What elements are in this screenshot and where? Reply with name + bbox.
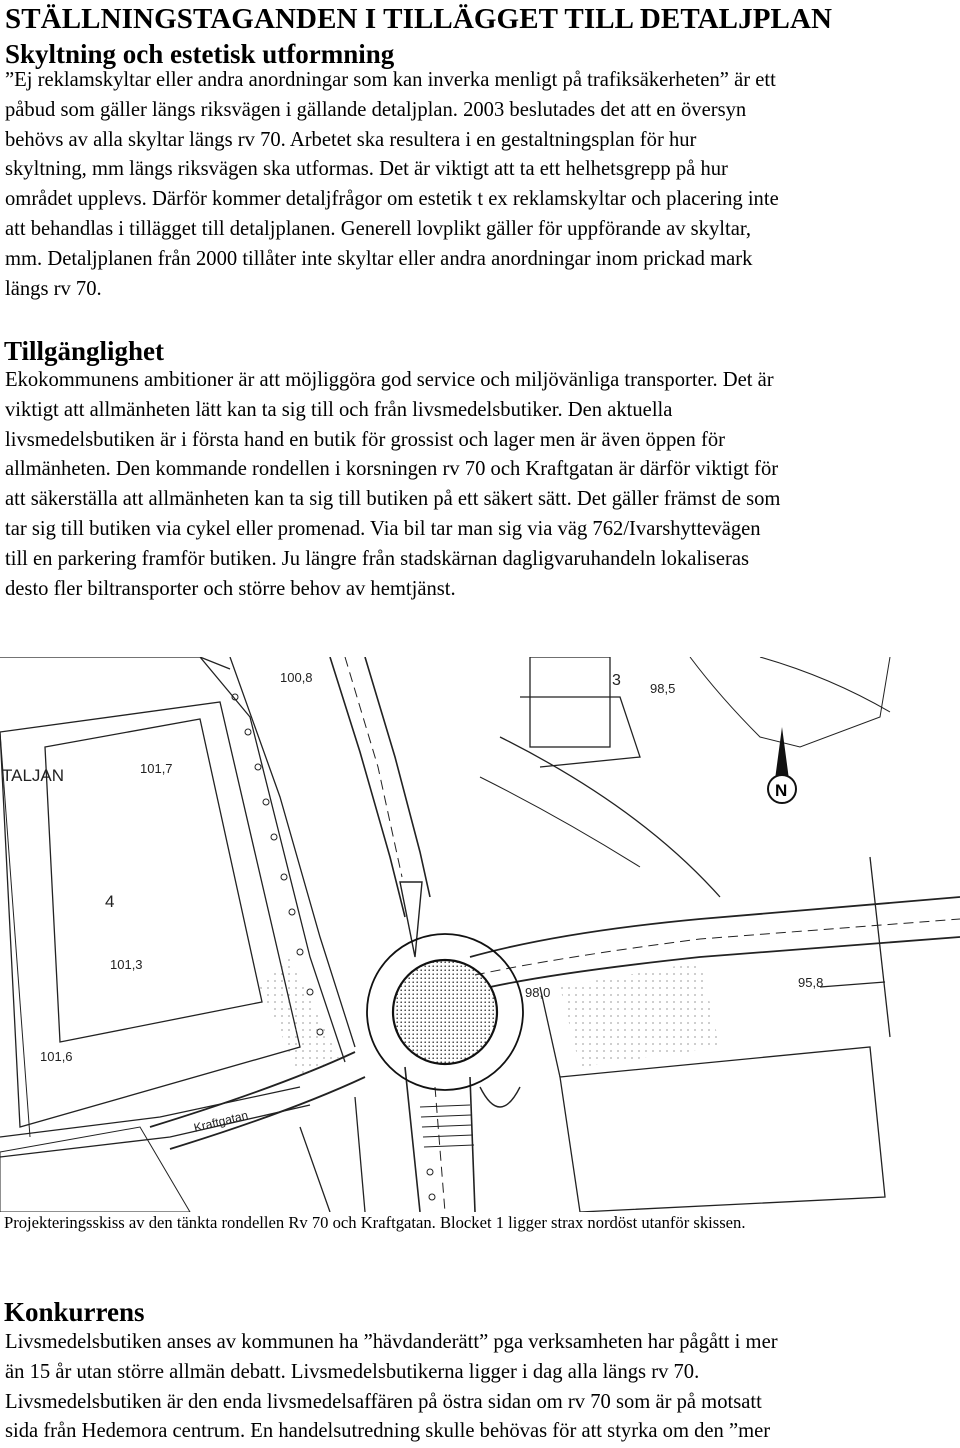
paragraph-signage — [5, 66, 957, 304]
page-title: STÄLLNINGSTAGANDEN I TILLÄGGET TILL DETALJPLAN — [5, 3, 833, 35]
text-line: att säkerställa att allmänheten kan ta sig till butiken på ett säkert sätt. Det gäller främst de som — [5, 488, 781, 511]
section-heading-competition: Konkurrens — [4, 1297, 145, 1327]
text-line: Ekokommunens ambitioner är att möjliggöra god service och miljövänliga transporter. Det är — [5, 369, 774, 391]
text-line: ”Ej reklamskyltar eller andra anordningar som kan inverka menligt på trafiksäkerheten” är ett — [5, 69, 776, 91]
label-height-101-6: 101,6 — [40, 1049, 73, 1064]
figure-caption: Projekteringsskiss av den tänkta rondellen Rv 70 och Kraftgatan. Blocket 1 ligger strax nordöst utanför skissen. — [4, 1213, 746, 1232]
text-line: skyltning, mm längs riksvägen ska utformas. Det är viktigt att ta ett helhetsgrepp på hur — [5, 158, 728, 181]
text-line: längs rv 70. — [5, 277, 102, 300]
text-line: desto fler biltransporter och större behov av hemtjänst. — [5, 577, 456, 600]
section-heading-signage: Skyltning och estetisk utformning — [5, 39, 395, 69]
label-height-100-8: 100,8 — [280, 670, 313, 685]
text-line: att behandlas i tillägget till detaljplanen. Generell lovplikt gäller för uppförande av skyltar, — [5, 217, 752, 240]
roundabout-island — [393, 960, 497, 1064]
map-background — [0, 657, 960, 1212]
label-height-98-0: 98,0 — [525, 985, 551, 1000]
section-heading-accessibility: Tillgänglighet — [4, 336, 165, 366]
label-taljan: TALJAN — [2, 766, 65, 785]
text-line: livsmedelsbutiken är i första hand en butik för grossist och lager men är även öppen för — [5, 428, 726, 451]
label-block-4: 4 — [105, 892, 115, 911]
text-line: påbud som gäller längs riksvägen i gällande detaljplan. 2003 beslutades det att en översyn — [5, 98, 747, 121]
paragraph-accessibility — [5, 366, 957, 604]
label-height-95-8: 95,8 — [798, 975, 824, 990]
text-line: tar sig till butiken via cykel eller promenad. Via bil tar man sig via väg 762/Ivarshyttevägen — [5, 517, 761, 540]
text-line: än 15 år utan större allmän debatt. Livsmedelsbutikerna ligger i dag alla längs rv 70. — [5, 1360, 700, 1383]
label-height-101-3: 101,3 — [110, 957, 143, 972]
label-height-98-5: 98,5 — [650, 681, 676, 696]
label-height-101-7: 101,7 — [140, 761, 173, 776]
text-line: Livsmedelsbutiken är den enda livsmedelsaffären på östra sidan om rv 70 som är på motsatt — [5, 1390, 762, 1413]
label-kraftgatan: Kraftgatan — [192, 1107, 250, 1135]
north-label: N — [775, 781, 788, 800]
text-line: viktigt att allmänheten lätt kan ta sig till och från livsmedelsbutiker. Den aktuella — [5, 398, 673, 421]
text-line: sida från Hedemora centrum. En handelsutredning skulle behövas för att styrka om den ”mer — [5, 1420, 771, 1443]
text-line: till en parkering framför butiken. Ju längre från stadskärnan dagligvaruhandeln lokaliseras — [5, 547, 749, 570]
text-line: Livsmedelsbutiken anses av kommunen ha ”hävdanderätt” pga verksamheten har pågått i mer — [5, 1331, 778, 1353]
roundabout-site-plan — [0, 657, 960, 1212]
text-line: behövs av alla skyltar längs rv 70. Arbetet ska resultera i en gestaltningsplan för hur — [5, 128, 697, 151]
label-block-3: 3 — [612, 672, 621, 689]
text-line: området upplevs. Därför kommer detaljfrågor om estetik t ex reklamskyltar och placering inte — [5, 188, 779, 211]
text-line: mm. Detaljplanen från 2000 tillåter inte skyltar eller andra anordningar inom prickad mark — [5, 247, 753, 270]
paragraph-competition — [5, 1328, 957, 1447]
text-line: allmänheten. Den kommande rondellen i korsningen rv 70 och Kraftgatan är därför viktigt för — [5, 458, 779, 481]
